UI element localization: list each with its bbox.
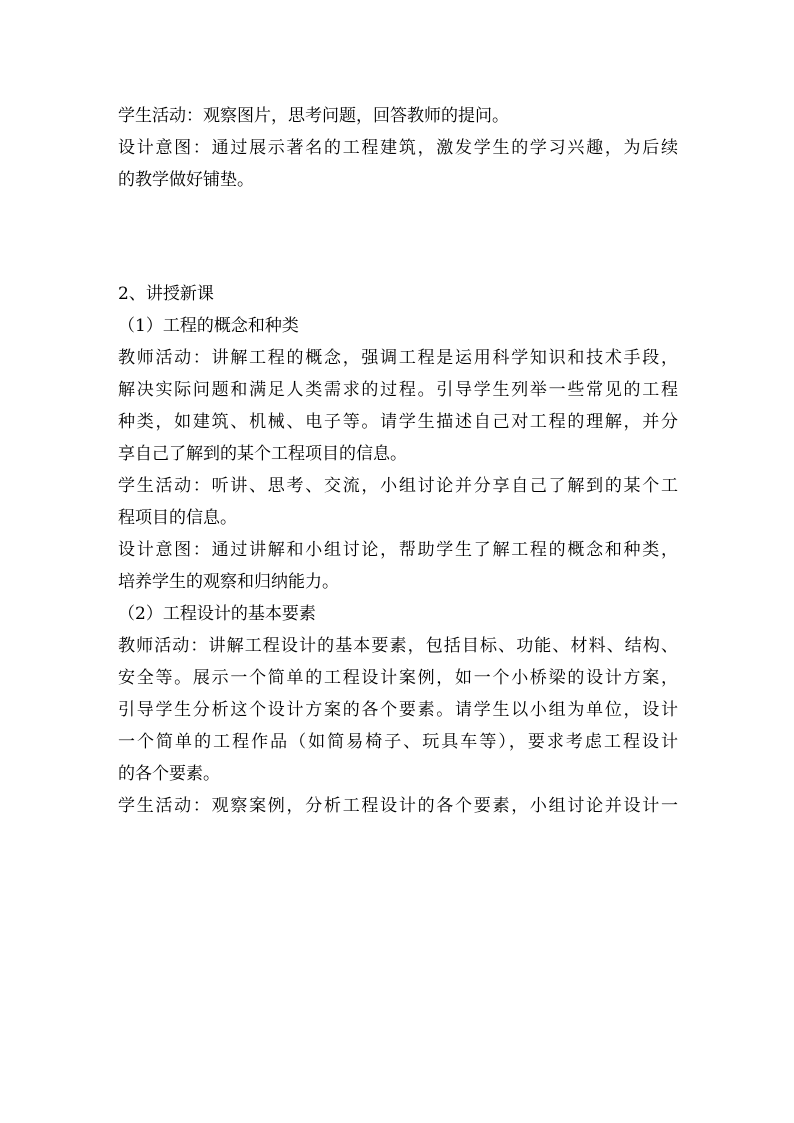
spacer [118, 196, 678, 278]
text-line: 设计意图：通过讲解和小组讨论，帮助学生了解工程的概念和种类， [118, 540, 678, 560]
text-line: 的各个要素。 [118, 764, 220, 784]
text-line: 培养学生的观察和归纳能力。 [118, 572, 339, 592]
text-line: 学生活动：听讲、思考、交流，小组讨论并分享自己了解到的某个工 [118, 476, 678, 496]
subsection-heading-text: （1）工程的概念和种类 [118, 316, 299, 336]
text-line: 解决实际问题和满足人类需求的过程。引导学生列举一些常见的工程 [118, 380, 678, 400]
text-line: 享自己了解到的某个工程项目的信息。 [118, 444, 407, 464]
text-line: 学生活动：观察图片，思考问题，回答教师的提问。 [118, 106, 509, 126]
paragraph-teacher-activity-2 [118, 630, 678, 790]
paragraph-design-intent-intro [118, 132, 678, 196]
paragraph-student-activity-1 [118, 470, 678, 534]
subsection-heading-text: （2）工程设计的基本要素 [118, 604, 316, 624]
subsection-heading-1 [118, 310, 678, 342]
text-line: 教师活动：讲解工程的概念，强调工程是运用科学知识和技术手段， [118, 348, 678, 368]
section-heading-text: 2、讲授新课 [118, 284, 214, 304]
paragraph-student-activity-2 [118, 790, 678, 822]
text-line: 一个简单的工程作品（如简易椅子、玩具车等），要求考虑工程设计 [118, 732, 678, 752]
paragraph-design-intent-1 [118, 534, 678, 598]
text-line: 教师活动：讲解工程设计的基本要素，包括目标、功能、材料、结构、 [118, 636, 678, 656]
text-line: 种类，如建筑、机械、电子等。请学生描述自己对工程的理解，并分 [118, 412, 678, 432]
text-line: 学生活动：观察案例，分析工程设计的各个要素，小组讨论并设计一 [118, 796, 678, 816]
subsection-heading-2 [118, 598, 678, 630]
paragraph-student-activity-intro [118, 100, 678, 132]
text-line: 安全等。展示一个简单的工程设计案例，如一个小桥梁的设计方案， [118, 668, 678, 688]
section-heading [118, 278, 678, 310]
text-line: 的教学做好铺垫。 [118, 170, 254, 190]
text-line: 设计意图：通过展示著名的工程建筑，激发学生的学习兴趣，为后续 [118, 138, 678, 158]
text-line: 引导学生分析这个设计方案的各个要素。请学生以小组为单位，设计 [118, 700, 678, 720]
text-line: 程项目的信息。 [118, 508, 237, 528]
paragraph-teacher-activity-1 [118, 342, 678, 470]
document-body [118, 100, 678, 822]
